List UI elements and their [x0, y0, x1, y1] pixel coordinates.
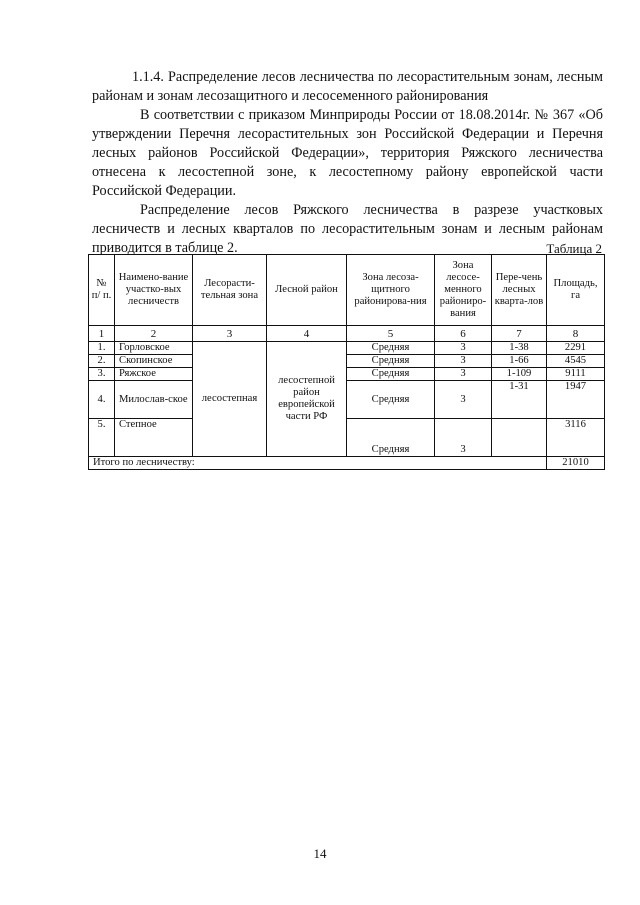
column-number: 6 [435, 326, 492, 342]
section-heading: 1.1.4. Распределение лесов лесничества по лесорастительным зонам, лесным районам и зонам лесозащитного и лесосеменного районирования [92, 69, 603, 104]
quarters-list: 1-66 [492, 355, 547, 368]
seed-zone: 3 [435, 368, 492, 381]
row-number: 1. [89, 342, 115, 355]
column-number: 4 [267, 326, 347, 342]
table-row [89, 419, 605, 457]
row-number: 5. [89, 419, 115, 457]
forest-distribution-table [88, 254, 605, 470]
area-value: 4545 [547, 355, 605, 368]
header-cell: Лесорасти-тельная зона [193, 255, 267, 326]
table-row [89, 355, 605, 368]
header-cell: Зона лесосе-менного райониро-вания [435, 255, 492, 326]
protection-zone: Средняя [347, 381, 435, 419]
seed-zone: 3 [435, 419, 492, 457]
column-number: 2 [115, 326, 193, 342]
row-number: 3. [89, 368, 115, 381]
column-number: 8 [547, 326, 605, 342]
forestry-name: Степное [115, 419, 193, 457]
paragraph-table-intro: Распределение лесов Ряжского лесничества в разрезе участковых лесничеств и лесных кварталов по лесорастительным зонам и лесным районам приводится в таблице 2. [92, 202, 603, 256]
table-header-row [89, 255, 605, 326]
header-cell: Лесной район [267, 255, 347, 326]
forestry-name: Скопинское [115, 355, 193, 368]
seed-zone: 3 [435, 355, 492, 368]
paragraph-order-reference: В соответствии с приказом Минприроды России от 18.08.2014г. № 367 «Об утверждении Перечня лесорастительных зон Российской Федерации и Перечня лесных районов Российской Федерации», территория Ряжского лесничества отнесена к лесостепной зоне, к лесостепному району европейской части Российской Федерации. [92, 107, 603, 199]
table-row [89, 368, 605, 381]
table-row [89, 381, 605, 419]
forestry-name: Ряжское [115, 368, 193, 381]
column-number: 5 [347, 326, 435, 342]
total-label: Итого по лесничеству: [89, 457, 547, 470]
area-value: 3116 [547, 419, 605, 457]
quarters-list [492, 419, 547, 457]
protection-zone: Средняя [347, 368, 435, 381]
table-row [89, 342, 605, 355]
area-value: 9111 [547, 368, 605, 381]
header-cell: Площадь, га [547, 255, 605, 326]
quarters-list: 1-31 [492, 381, 547, 419]
page-number: 14 [313, 846, 327, 861]
quarters-list: 1-38 [492, 342, 547, 355]
column-number: 1 [89, 326, 115, 342]
column-number: 3 [193, 326, 267, 342]
protection-zone: Средняя [347, 419, 435, 457]
quarters-list: 1-109 [492, 368, 547, 381]
forest-zone-cell: лесостепная [193, 342, 267, 457]
total-row [89, 457, 605, 470]
header-cell: № п/ п. [89, 255, 115, 326]
header-cell: Пере-чень лесных кварта-лов [492, 255, 547, 326]
forest-region-cell: лесостепной район европейской части РФ [267, 342, 347, 457]
column-number-row [89, 326, 605, 342]
table-caption: Таблица 2 [546, 241, 602, 256]
row-number: 2. [89, 355, 115, 368]
column-number: 7 [492, 326, 547, 342]
header-cell: Наимено-вание участко-вых лесничеств [115, 255, 193, 326]
area-value: 2291 [547, 342, 605, 355]
seed-zone: 3 [435, 381, 492, 419]
seed-zone: 3 [435, 342, 492, 355]
protection-zone: Средняя [347, 342, 435, 355]
total-area: 21010 [547, 457, 605, 470]
protection-zone: Средняя [347, 355, 435, 368]
forestry-name: Милослав-ское [115, 381, 193, 419]
forestry-name: Горловское [115, 342, 193, 355]
area-value: 1947 [547, 381, 605, 419]
header-cell: Зона лесоза-щитного районирова-ния [347, 255, 435, 326]
row-number: 4. [89, 381, 115, 419]
